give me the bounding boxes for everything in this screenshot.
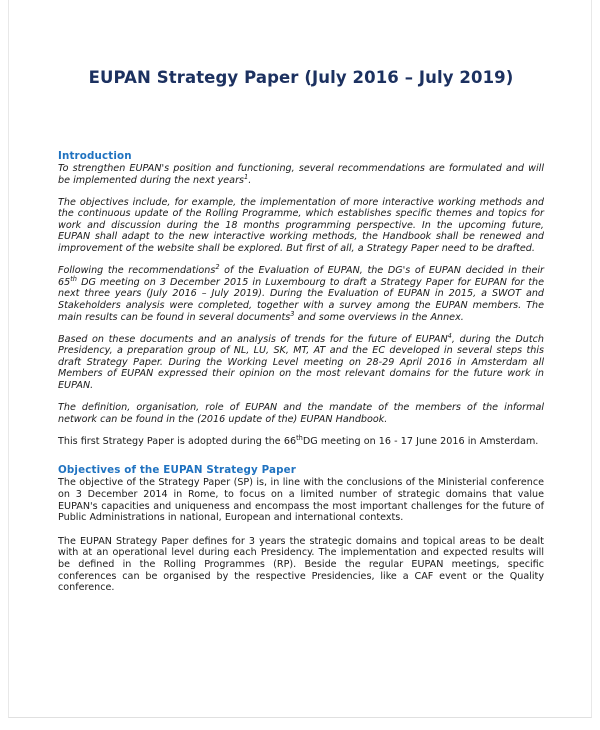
paragraph-text: To strengthen EUPAN's position and functioning, several recommendations are formulated and will be implemented during the next years bbox=[58, 163, 544, 186]
paragraph-definition-organisation: The definition, organisation, role of EUPAN and the mandate of the members of the informal network can be found in the (2016 update of the) EUPAN Handbook. bbox=[58, 402, 544, 425]
ordinal-suffix-66th: th bbox=[296, 433, 303, 442]
paragraph-text-mid2: DG meeting on 3 December 2015 in Luxembourg to draft a Strategy Paper for EUPAN for the next three years (July 2016 – July 2019). During the Evaluation of EUPAN in 2015, a SWOT and Stakeholders analysis were completed, together with a survey among the EUPAN members. The main results can be found in several documents bbox=[58, 276, 544, 323]
paragraph-strategy-paper-defines: The EUPAN Strategy Paper defines for 3 years the strategic domains and topical areas to be dealt with at an operational level during each Presidency. The implementation and expected results will be defined in the Rolling Programmes (RP). Beside the regular EUPAN meetings, specific conferences can be organised by the respective Presidencies, like a CAF event or the Quality conference. bbox=[58, 535, 544, 594]
page-content bbox=[58, 0, 544, 594]
paragraph-text-tail: DG meeting on 16 - 17 June 2016 in Amsterdam. bbox=[302, 435, 539, 447]
section-heading-introduction: Introduction bbox=[58, 150, 132, 162]
paragraph-text-tail: and some overviews in the Annex. bbox=[294, 311, 464, 323]
footnote-marker-4: 4 bbox=[447, 331, 452, 340]
paragraph-objective-of-strategy-paper: The objective of the Strategy Paper (SP) is, in line with the conclusions of the Ministerial conference on 3 December 2014 in Rome, to focus on a limited number of strategic domains that value EUPAN's capacities and uniqueness and encompass the most important challenges for the future of Public Administrations in national, European and international contexts. bbox=[58, 477, 544, 524]
paragraph-text-tail: . bbox=[248, 174, 252, 186]
paragraph-first-strategy-paper-adopted bbox=[58, 433, 544, 448]
footnote-marker-3: 3 bbox=[290, 309, 295, 318]
paragraph-text-mid: of the Evaluation of EUPAN, the DG's of EUPAN decided in their 65 bbox=[58, 265, 545, 288]
paragraph-text-tail: , during the Dutch Presidency, a preparation group of NL, LU, SK, MT, AT and the EC developed in several steps this draft Strategy Paper. During the Working Level meeting on 28-29 April 2016 in Amsterdam all Members of EUPAN expressed their opinion on the most relevant domains for the future work in EUPAN. bbox=[58, 333, 545, 391]
paragraph-text: Based on these documents and an analysis of trends for the future of EUPAN bbox=[58, 333, 448, 345]
section-heading-objectives: Objectives of the EUPAN Strategy Paper bbox=[58, 464, 297, 477]
paragraph-text: This first Strategy Paper is adopted during the 66 bbox=[58, 435, 297, 447]
paragraph-recommendations-intro bbox=[58, 163, 544, 186]
page-title: EUPAN Strategy Paper (July 2016 – July 2019) bbox=[88, 68, 514, 87]
footnote-marker-2: 2 bbox=[215, 262, 220, 271]
footnote-marker-1: 1 bbox=[244, 172, 249, 181]
paragraph-objectives-include: The objectives include, for example, the implementation of more interactive working methods and the continuous update of the Rolling Programme, which establishes specific themes and topics for work and discussion during the 18 months programming perspective. In the upcoming future, EUPAN shall adapt to the new interactive working methods, the Handbook shall be renewed and improvement of the website shall be explored. But first of all, a Strategy Paper need to be drafted. bbox=[58, 196, 544, 255]
paragraph-following-recommendations bbox=[58, 262, 545, 323]
paragraph-based-on-documents bbox=[58, 331, 545, 392]
paragraph-text: Following the recommendations bbox=[58, 265, 216, 277]
document-page bbox=[8, 0, 592, 718]
ordinal-suffix-65th: th bbox=[70, 274, 77, 283]
